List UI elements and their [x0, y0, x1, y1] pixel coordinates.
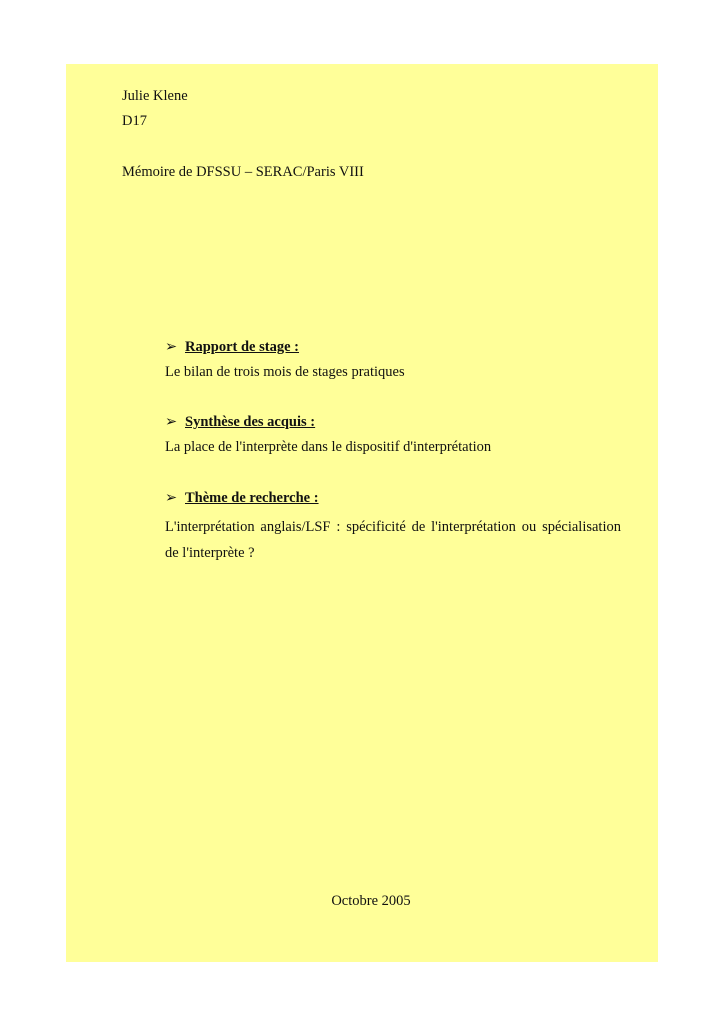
arrow-bullet-icon: ➢: [165, 339, 178, 355]
section-synthese-text: La place de l'interprète dans le dispositif d'interprétation: [165, 439, 492, 455]
author-name: Julie Klene: [122, 88, 188, 104]
section-rapport-heading: [165, 338, 299, 356]
section-synthese-heading: [165, 413, 315, 431]
memoire-title: Mémoire de DFSSU – SERAC/Paris VIII: [122, 164, 364, 180]
section-theme-text-line2: de l'interprète ?: [165, 545, 255, 561]
section-title: Synthèse des acquis :: [185, 414, 316, 430]
section-theme-heading: [165, 489, 319, 507]
section-theme-text-line1: L'interprétation anglais/LSF : spécificité de l'interprétation ou spécialisation: [165, 519, 621, 535]
section-title: Thème de recherche :: [185, 490, 319, 506]
section-title: Rapport de stage :: [185, 339, 299, 355]
arrow-bullet-icon: ➢: [165, 490, 178, 506]
section-theme-text: [165, 514, 621, 566]
author-code: D17: [122, 113, 147, 129]
section-rapport-text: Le bilan de trois mois de stages pratiques: [165, 364, 405, 380]
document-date: Octobre 2005: [331, 893, 411, 909]
document-page: [66, 64, 658, 962]
arrow-bullet-icon: ➢: [165, 414, 178, 430]
